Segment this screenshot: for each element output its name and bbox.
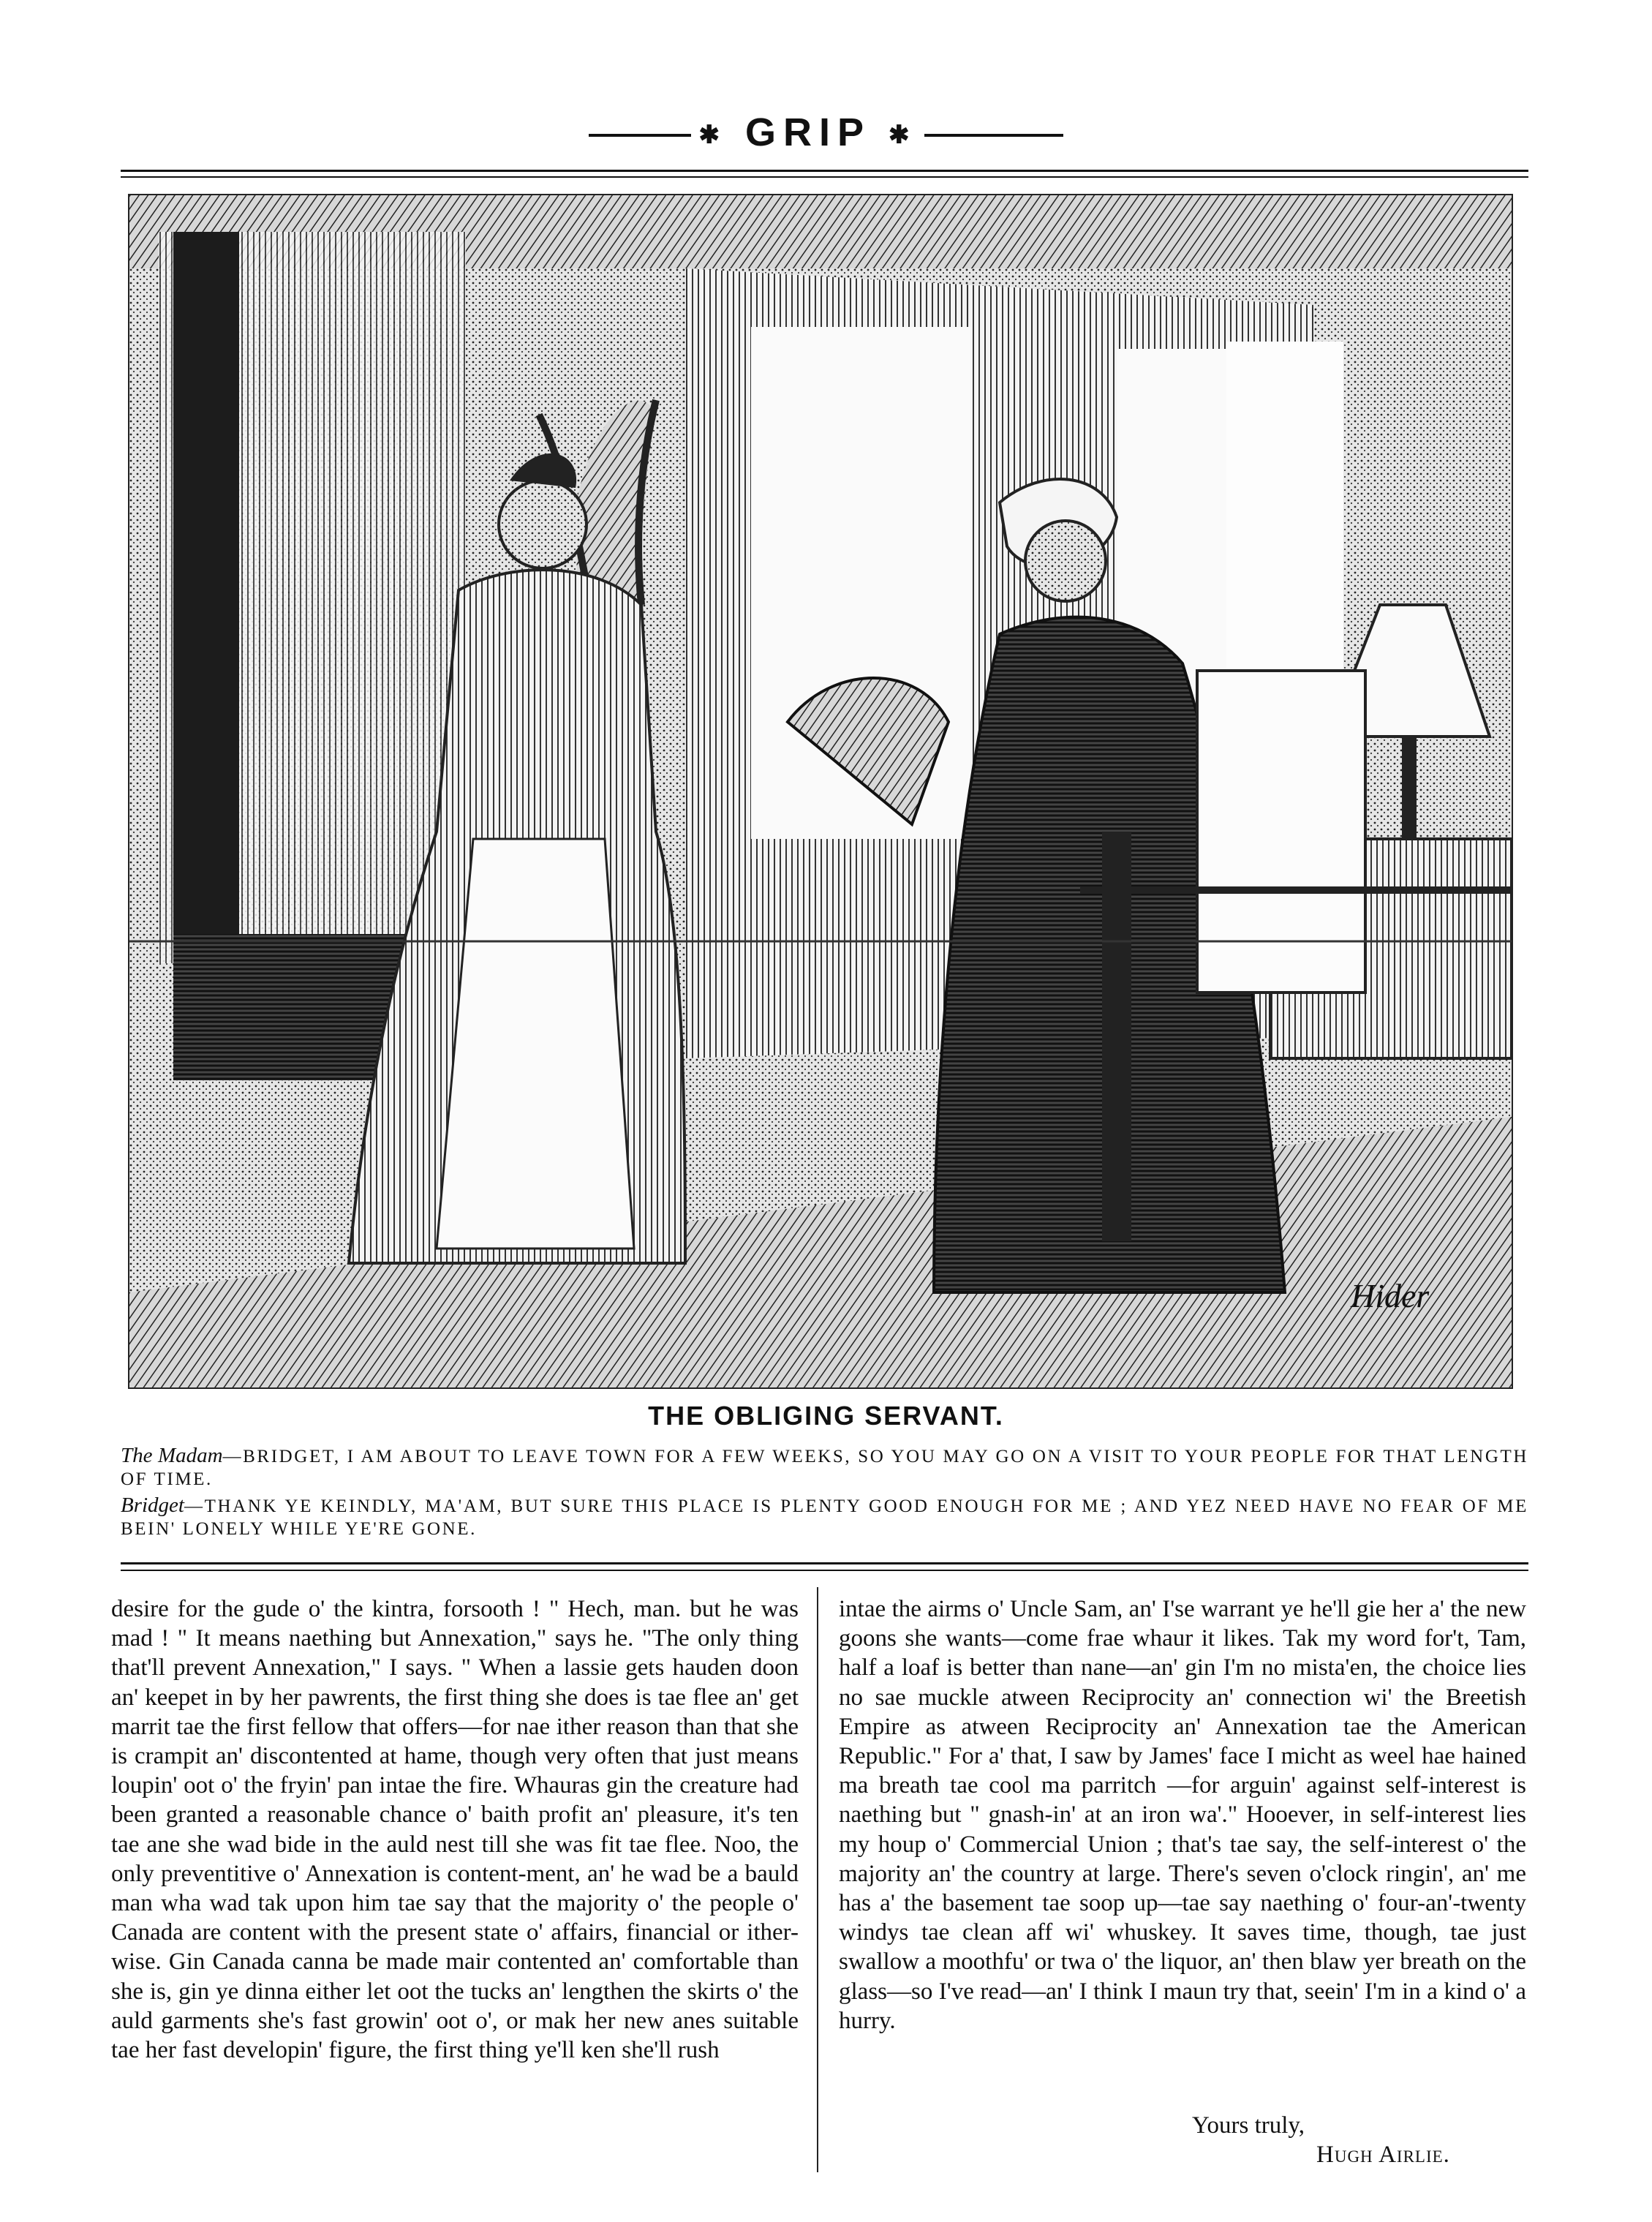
- article-left-column: [111, 1594, 799, 2065]
- caption-dialogue-bridget: [121, 1494, 1528, 1540]
- header-rule-thin: [121, 176, 1528, 178]
- letter-closing: Yours truly,: [1192, 2112, 1305, 2139]
- caption-title: THE OBLIGING SERVANT.: [648, 1401, 1004, 1431]
- artist-signature: Hider: [1351, 1277, 1430, 1314]
- caption-line-madam: —BRIDGET, I AM ABOUT TO LEAVE TOWN FOR A FEW WEEKS, SO YOU MAY GO ON A VISIT TO YOUR PEOPLE FOR THAT LENGTH OF TIME.: [121, 1447, 1528, 1489]
- article-left-text: desire for the gude o' the kintra, forsooth ! " Hech, man. but he was mad ! " It means naething but Annexation," says he. "The only thing that'll prevent Annexation," I says. " When a lassie gets hauden doon an' keepet in by her pawrents, the first thing she does is tae flee an' get marrit tae the first fellow that offers—for nae ither reason than that she is crampit an' discontented at hame, though very often that just means loupin' oot o' the fryin' pan intae the fire. Whauras gin the creature had been granted a reasonable chance o' baith profit an' pleasure, it's ten tae ane she wad bide in the auld nest till she was fit tae flee. Noo, the only preventitive o' Annexation is content-ment, an' he wad be a bauld man wha wad tak upon him tae say that the majority o' the people o' Canada are content with the present state o' affairs, financial or ither-wise. Gin Canada canna be made mair contented an' comfortable than she is, gin ye dinna either let oot the tucks an' lengthen the skirts o' the auld garments she's fast growin' oot o', or mak her new anes suitable tae her fast developin' figure, the first thing ye'll ken she'll rush: [111, 1596, 799, 2064]
- caption-line-bridget: —THANK YE KEINDLY, MA'AM, BUT SURE THIS PLACE IS PLENTY GOOD ENOUGH FOR ME ; AND YEZ NEED HAVE NO FEAR OF ME BEIN' LONELY WHILE YE'RE GONE.: [121, 1496, 1528, 1539]
- column-divider: [817, 1587, 818, 2172]
- masthead-rule-right: [924, 134, 1063, 137]
- star-ornament-icon: ✱: [889, 121, 917, 149]
- masthead-rule-left: [589, 134, 691, 137]
- caption-dialogue-madam: [121, 1445, 1528, 1491]
- header-rule: [121, 170, 1528, 172]
- caption-speaker-bridget: Bridget: [121, 1494, 184, 1517]
- article-right-text: intae the airms o' Uncle Sam, an' I'se warrant ye he'll gie her a' the new goons she wants—come frae whaur it likes. Tak my word for't, Tam, half a loaf is better than nane—an' gin I'm no mista'en, the choice lies no sae muckle atween Reciprocity an' connection wi' the Breetish Empire as atween Reciprocity an' Annexation tae the American Republic." For a' that, I saw by James' face I micht as weel hae hained ma breath tae cool ma parritch —for arguin' against self-interest is naething but " gnash-in' at an iron wa'." Hooever, in self-interest lies my houp o' Commercial Union ; that's tae say, the self-interest o' the majority an' the country at large. There's seven o'clock ringin', an' me has a' the basement tae soop up—tae say naething o' four-an'-twenty windys tae clean aff wi' whuskey. It saves time, though, tae just swallow a moothfu' or twa o' the liquor, an' then blaw yer breath on the glass—so I've read—an' I think I maun try that, seein' I'm in a kind o' a hurry.: [839, 1596, 1526, 2034]
- letter-signature: Hugh Airlie.: [1316, 2142, 1450, 2168]
- article-right-column: [839, 1594, 1526, 2035]
- cartoon-illustration: [128, 194, 1513, 1389]
- masthead-title: GRIP: [744, 110, 871, 154]
- article-rule: [121, 1562, 1528, 1564]
- star-ornament-icon: ✱: [698, 121, 727, 149]
- caption-speaker-madam: The Madam: [121, 1444, 223, 1467]
- article-rule-thin: [121, 1570, 1528, 1571]
- masthead: [0, 110, 1652, 155]
